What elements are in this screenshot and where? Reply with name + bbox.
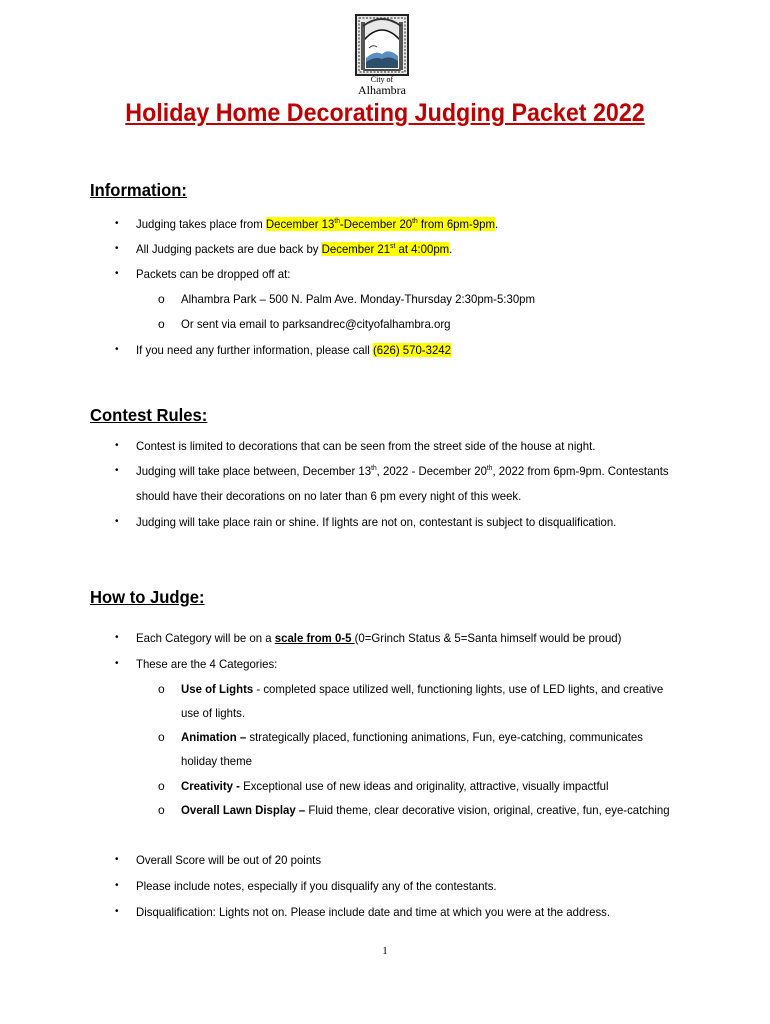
bullet-icon: • <box>115 243 119 254</box>
sub-bullet-icon: o <box>158 317 165 331</box>
judge-disqualification: Disqualification: Lights not on. Please include date and time at which you were at the address. <box>136 905 611 919</box>
bullet-icon: • <box>115 516 119 527</box>
logo-city-of-text: City of <box>370 75 394 84</box>
bullet-icon: • <box>115 218 119 229</box>
city-seal-icon <box>355 14 409 76</box>
bullet-icon: • <box>115 658 119 669</box>
judge-notes: Please include notes, especially if you disqualify any of the contestants. <box>136 879 497 893</box>
category-animation-continued: holiday theme <box>181 754 252 768</box>
bullet-icon: • <box>115 268 119 279</box>
bullet-icon: • <box>115 344 119 355</box>
category-animation: Animation – strategically placed, functioning animations, Fun, eye-catching, communicates <box>181 730 643 744</box>
bullet-icon: • <box>115 854 119 865</box>
rule-dates: Judging will take place between, December 13th, 2022 - December 20th, 2022 from 6pm-9pm. Contestants <box>136 464 669 478</box>
sub-bullet-icon: o <box>158 779 165 793</box>
logo-city-name: Alhambra <box>358 83 406 97</box>
sub-bullet-icon: o <box>158 682 165 696</box>
category-creativity: Creativity - Exceptional use of new ideas and originality, attractive, visually impactful <box>181 779 609 793</box>
phone-number: (626) 570-3242 <box>373 343 451 357</box>
info-due-date: All Judging packets are due back by December 21st at 4:00pm. <box>136 242 453 256</box>
bullet-icon: • <box>115 465 119 476</box>
sub-bullet-icon: o <box>158 292 165 306</box>
judge-scale: Each Category will be on a scale from 0-5 (0=Grinch Status & 5=Santa himself would be proud) <box>136 631 622 645</box>
category-overall-lawn-display: Overall Lawn Display – Fluid theme, clear decorative vision, original, creative, fun, eye-catching <box>181 803 670 817</box>
info-dropoff: Packets can be dropped off at: <box>136 267 291 281</box>
how-to-judge-heading: How to Judge: <box>90 587 205 607</box>
bullet-icon: • <box>115 906 119 917</box>
info-phone: If you need any further information, please call (626) 570-3242 <box>136 343 451 357</box>
info-judging-dates: Judging takes place from December 13th-December 20th from 6pm-9pm. <box>136 217 499 231</box>
bullet-icon: • <box>115 440 119 451</box>
document-title: Holiday Home Decorating Judging Packet 2022 <box>125 99 645 127</box>
contest-rules-heading: Contest Rules: <box>90 405 208 425</box>
city-logo <box>351 14 413 96</box>
category-use-of-lights: Use of Lights - completed space utilized well, functioning lights, use of LED lights, and creative <box>181 682 664 696</box>
judge-categories-intro: These are the 4 Categories: <box>136 657 278 671</box>
sub-bullet-icon: o <box>158 730 165 744</box>
category-use-of-lights-continued: use of lights. <box>181 706 246 720</box>
info-dropoff-park: Alhambra Park – 500 N. Palm Ave. Monday-Thursday 2:30pm-5:30pm <box>181 292 536 306</box>
page-number: 1 <box>382 945 388 957</box>
judge-overall-score: Overall Score will be out of 20 points <box>136 853 322 867</box>
rule-visibility: Contest is limited to decorations that can be seen from the street side of the house at night. <box>136 439 596 453</box>
rule-dates-continued: should have their decorations on no later than 6 pm every night of this week. <box>136 489 522 503</box>
sub-bullet-icon: o <box>158 803 165 817</box>
bullet-icon: • <box>115 632 119 643</box>
info-dropoff-email: Or sent via email to parksandrec@cityofalhambra.org <box>181 317 451 331</box>
bullet-icon: • <box>115 880 119 891</box>
information-heading: Information: <box>90 180 187 200</box>
rule-weather: Judging will take place rain or shine. If lights are not on, contestant is subject to disqualification. <box>136 515 617 529</box>
